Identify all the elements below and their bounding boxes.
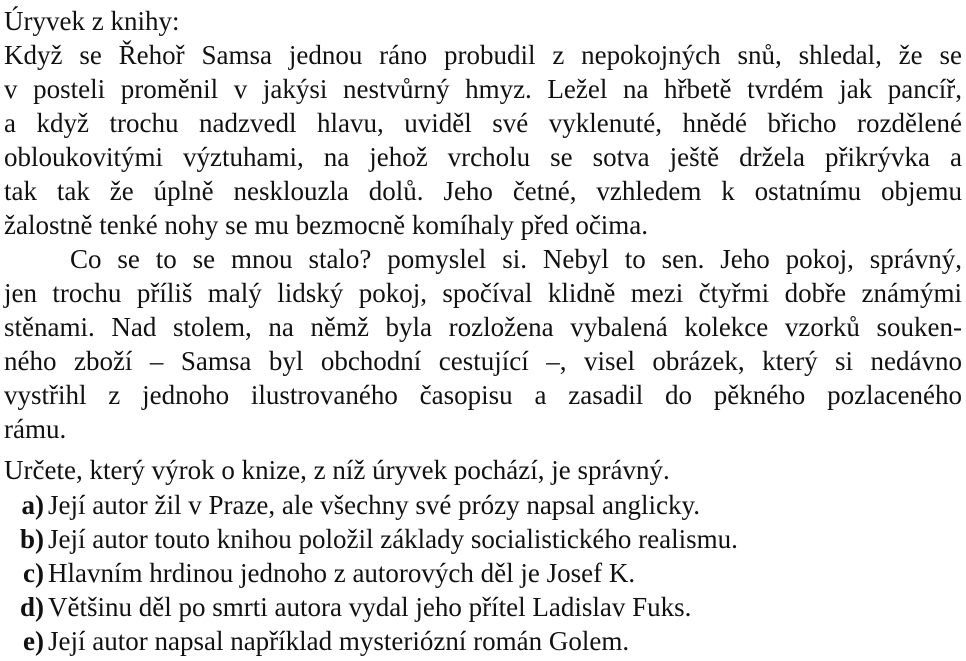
- option-text: Její autor touto knihou položil základy socialistického realismu.: [48, 524, 738, 554]
- excerpt-heading: Úryvek z knihy:: [4, 6, 180, 36]
- option-text: Její autor žil v Praze, ale všechny své prózy napsal anglicky.: [48, 490, 701, 520]
- option-letter: c): [23, 558, 44, 588]
- text-line: žalostně tenké nohy se mu bezmocně komíhaly před očima.: [4, 210, 649, 240]
- answer-option-c[interactable]: [4, 556, 635, 590]
- option-text: Hlavním hrdinou jednoho z autorových děl je Josef K.: [48, 558, 636, 588]
- option-text: Její autor napsal například mysteriózní román Golem.: [48, 626, 630, 656]
- text-line: vystřihl z jednoho ilustrovaného časopisu a zasadil do pěkného pozlaceného: [4, 380, 962, 410]
- text-line: a když trochu nadzvedl hlavu, uviděl své vyklenuté, hnědé břicho rozdělené: [4, 108, 962, 138]
- text-line: jen trochu příliš malý lidský pokoj, spočíval klidně mezi čtyřmi dobře známými: [4, 278, 962, 308]
- option-text: Většinu děl po smrti autora vydal jeho přítel Ladislav Fuks.: [48, 592, 692, 622]
- text-line: stěnami. Nad stolem, na němž byla rozložena vybalená kolekce vzorků souken-: [4, 312, 962, 342]
- option-letter: e): [23, 626, 44, 656]
- text-line: ného zboží – Samsa byl obchodní cestující –, visel obrázek, který si nedávno: [4, 346, 962, 376]
- text-line: tak tak že úplně nesklouzla dolů. Jeho četné, vzhledem k ostatnímu objemu: [4, 176, 962, 206]
- text-line: Co se to se mnou stalo? pomyslel si. Nebyl to sen. Jeho pokoj, správný,: [70, 244, 962, 274]
- text-line: v posteli proměnil v jakýsi nestvůrný hmyz. Ležel na hřbetě tvrdém jak pancíř,: [4, 74, 962, 104]
- option-letter: d): [19, 592, 44, 622]
- text-line: Když se Řehoř Samsa jednou ráno probudil z nepokojných snů, shledal, že se: [4, 40, 962, 70]
- text-line: rámu.: [4, 414, 67, 444]
- answer-option-b[interactable]: [4, 522, 738, 556]
- answer-option-a[interactable]: [4, 488, 700, 522]
- option-letter: b): [19, 524, 44, 554]
- option-letter: a): [21, 490, 44, 520]
- text-line: obloukovitými výztuhami, na jehož vrcholu se sotva ještě držela přikrývka a: [4, 142, 962, 172]
- answer-option-e[interactable]: [4, 624, 629, 658]
- answer-option-d[interactable]: [4, 590, 691, 624]
- question-text: Určete, který výrok o knize, z níž úryvek pochází, je správný.: [4, 455, 670, 485]
